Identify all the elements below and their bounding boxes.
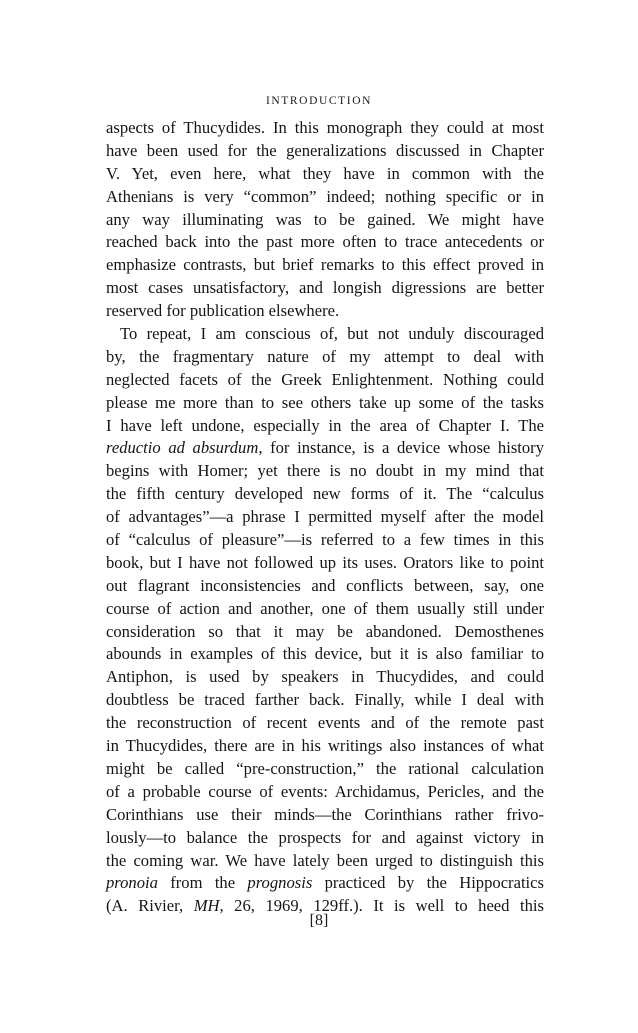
text-line xyxy=(106,437,544,460)
text-run: Athenians is very “common” indeed; nothing specific or in xyxy=(106,186,544,206)
text-line xyxy=(106,323,544,346)
text-line xyxy=(106,689,544,712)
text-run: Corinthians use their minds—the Corinthians rather frivo- xyxy=(106,804,544,824)
text-run: consideration so that it may be abandoned. Demosthenes xyxy=(106,621,544,641)
text-run: in Thucydides, there are in his writings also instances of what xyxy=(106,736,544,756)
text-line xyxy=(106,804,544,827)
body-text xyxy=(106,117,544,918)
text-line xyxy=(106,598,544,621)
text-line xyxy=(106,300,544,323)
text-run: lously—to balance the prospects for and against victory in xyxy=(106,827,544,847)
italic-term: pronoia xyxy=(106,873,158,893)
text-line xyxy=(106,369,544,392)
paragraph xyxy=(106,117,544,323)
text-line xyxy=(106,529,544,552)
text-run: from the xyxy=(157,873,248,893)
text-line xyxy=(106,254,544,277)
text-run: V. Yet, even here, what they have in common with the xyxy=(106,163,544,183)
text-run: of “calculus of pleasure”—is referred to a few times in this xyxy=(106,530,544,550)
text-line xyxy=(106,415,544,438)
text-run: the fifth century developed new forms of it. The “calculus xyxy=(106,484,544,504)
text-line xyxy=(106,163,544,186)
text-run: any way illuminating was to be gained. We might have xyxy=(106,209,544,229)
text-run: neglected facets of the Greek Enlightenment. Nothing could xyxy=(106,369,544,389)
text-line xyxy=(106,666,544,689)
text-run: I have left undone, especially in the area of Chapter I. The xyxy=(106,415,544,435)
italic-term: MH xyxy=(193,896,220,916)
text-run: , 26, 1969, 129ff.). It is well to heed this xyxy=(219,896,544,916)
text-line xyxy=(106,346,544,369)
text-run: , for instance, is a device whose history xyxy=(258,438,545,458)
page-number: [8] xyxy=(309,912,329,929)
text-line xyxy=(106,140,544,163)
running-head: INTRODUCTION xyxy=(265,95,373,107)
text-run: out flagrant inconsistencies and conflicts between, say, one xyxy=(106,575,544,595)
text-run: abounds in examples of this device, but it is also familiar to xyxy=(106,644,544,664)
text-line xyxy=(106,872,544,895)
text-run: reached back into the past more often to trace antecedents or xyxy=(106,232,544,252)
text-line xyxy=(106,827,544,850)
text-run: of a probable course of events: Archidamus, Pericles, and the xyxy=(106,781,544,801)
text-line xyxy=(106,735,544,758)
text-line xyxy=(106,575,544,598)
text-run: please me more than to see others take up some of the tasks xyxy=(106,392,544,412)
text-line xyxy=(106,231,544,254)
italic-term: prognosis xyxy=(247,873,313,893)
text-line xyxy=(106,621,544,644)
text-run: emphasize contrasts, but brief remarks to this effect proved in xyxy=(106,255,544,275)
text-run: by, the fragmentary nature of my attempt to deal with xyxy=(106,346,544,366)
text-run: aspects of Thucydides. In this monograph they could at most xyxy=(106,118,544,137)
text-line xyxy=(106,712,544,735)
text-run: might be called “pre-construction,” the rational calculation xyxy=(106,758,544,778)
text-run: doubtless be traced farther back. Finally, while I deal with xyxy=(106,690,544,710)
text-line xyxy=(106,117,544,140)
text-line xyxy=(106,643,544,666)
text-line xyxy=(106,209,544,232)
text-line xyxy=(106,758,544,781)
text-line xyxy=(106,552,544,575)
text-run: Antiphon, is used by speakers in Thucydides, and could xyxy=(106,667,544,687)
text-line xyxy=(106,460,544,483)
text-run: most cases unsatisfactory, and longish digressions are better xyxy=(106,278,544,298)
text-run: reserved for publication elsewhere. xyxy=(106,301,340,321)
text-line xyxy=(106,483,544,506)
paragraph xyxy=(106,323,544,918)
text-line xyxy=(106,186,544,209)
text-run: the reconstruction of recent events and of the remote past xyxy=(106,713,544,733)
text-run: of advantages”—a phrase I permitted myself after the model xyxy=(106,507,544,527)
text-line xyxy=(106,850,544,873)
text-line xyxy=(106,506,544,529)
text-run: course of action and another, one of them usually still under xyxy=(106,598,544,618)
text-run: begins with Homer; yet there is no doubt in my mind that xyxy=(106,461,544,481)
text-run: book, but I have not followed up its uses. Orators like to point xyxy=(106,552,544,572)
text-run: (A. Rivier, xyxy=(106,896,194,916)
text-line xyxy=(106,781,544,804)
text-line xyxy=(106,392,544,415)
text-run: practiced by the Hippocratics xyxy=(312,873,544,893)
italic-term: reductio ad absurdum xyxy=(106,438,259,458)
text-line xyxy=(106,277,544,300)
text-run: To repeat, I am conscious of, but not unduly discouraged xyxy=(120,324,544,344)
text-run: have been used for the generalizations discussed in Chapter xyxy=(106,140,544,160)
text-run: the coming war. We have lately been urged to distinguish this xyxy=(106,850,544,870)
